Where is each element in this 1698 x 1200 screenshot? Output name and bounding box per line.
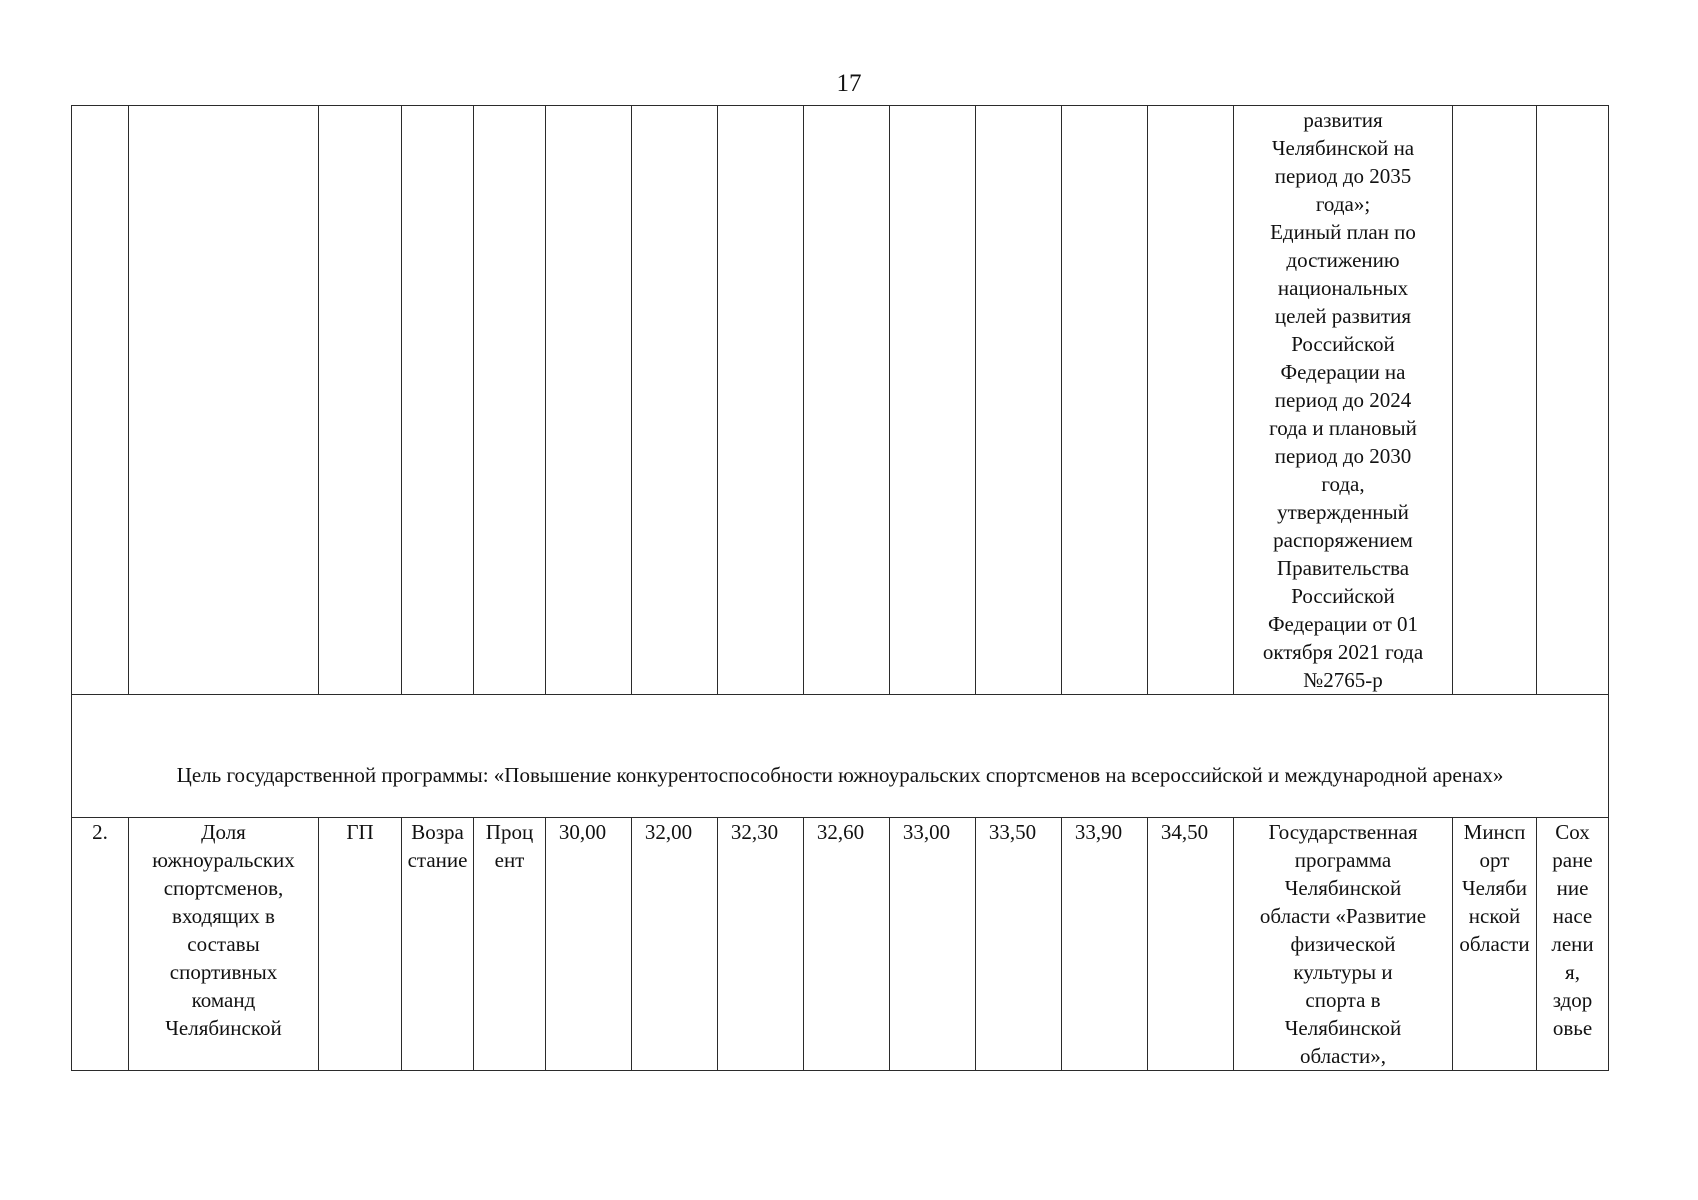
page-number: 17 xyxy=(836,70,862,97)
indicator-name: Доля южноуральских спортсменов, входящих в составы спортивных команд Челябинской xyxy=(129,818,319,1071)
program-reference-cell: развития Челябинской на период до 2035 года»; Единый план по достижению национальных целей развития Российской Федерации на период до 2024 года и плановый период до 2030 года, утвержденный распоряжением Правительства Российской Федерации от 01 октября 2021 года №2765-р xyxy=(1234,106,1453,695)
indicators-table xyxy=(71,105,1609,1071)
table-cell xyxy=(319,106,402,695)
goal-text: Цель государственной программы: «Повышение конкурентоспособности южноуральских спортсменов на всероссийской и международной аренах» xyxy=(176,763,1504,787)
responsible-cell: Минсп орт Челяби нской области xyxy=(1453,818,1537,1071)
table-cell xyxy=(1453,106,1537,695)
table-cell xyxy=(402,106,474,695)
table-row-continuation xyxy=(72,106,1609,695)
indicator-level: ГП xyxy=(319,818,402,1071)
value-cell: 33,00 xyxy=(890,818,976,1071)
table-cell xyxy=(72,106,129,695)
table-cell xyxy=(546,106,632,695)
table-cell xyxy=(890,106,976,695)
value-cell: 34,50 xyxy=(1148,818,1234,1071)
table-cell xyxy=(1148,106,1234,695)
value-cell: 32,30 xyxy=(718,818,804,1071)
program-reference-cell: Государственная программа Челябинской области «Развитие физической культуры и спорта в Челябинской области», xyxy=(1234,818,1453,1071)
table-cell xyxy=(474,106,546,695)
table-cell xyxy=(804,106,890,695)
table-cell xyxy=(718,106,804,695)
indicator-unit: Проц ент xyxy=(474,818,546,1071)
row-number: 2. xyxy=(72,818,129,1071)
value-cell: 32,60 xyxy=(804,818,890,1071)
table-row-goal xyxy=(72,695,1609,818)
value-cell: 33,50 xyxy=(976,818,1062,1071)
table-cell xyxy=(1537,106,1609,695)
national-goal-cell: Сох ране ние насе лени я, здор овье xyxy=(1537,818,1609,1071)
value-cell: 33,90 xyxy=(1062,818,1148,1071)
table-cell xyxy=(632,106,718,695)
table-cell xyxy=(129,106,319,695)
table-cell xyxy=(1062,106,1148,695)
indicator-trend: Возра стание xyxy=(402,818,474,1071)
value-cell: 30,00 xyxy=(546,818,632,1071)
table-cell xyxy=(976,106,1062,695)
goal-cell xyxy=(72,695,1609,818)
value-cell: 32,00 xyxy=(632,818,718,1071)
table-row-2 xyxy=(72,818,1609,1071)
